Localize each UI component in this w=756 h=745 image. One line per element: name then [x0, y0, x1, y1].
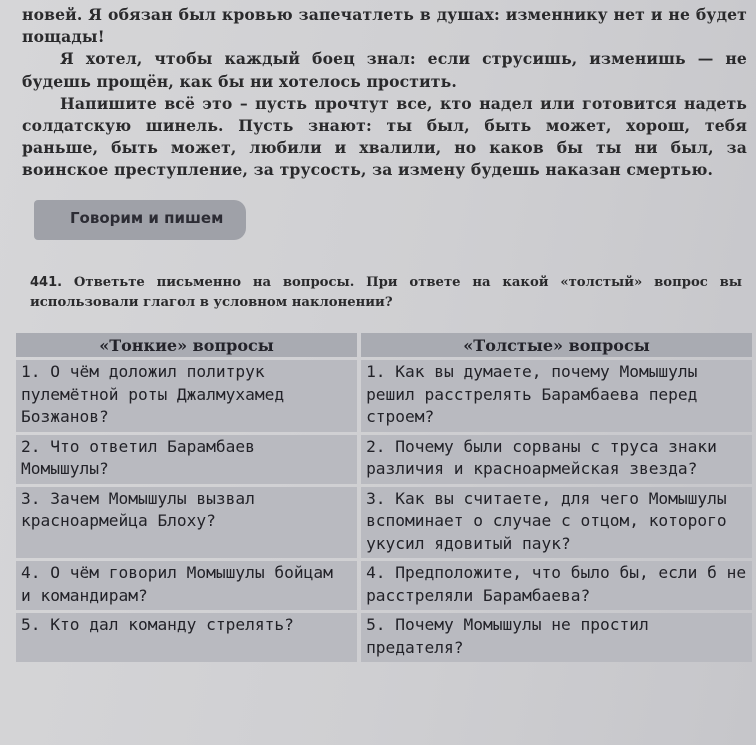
thick-question-4: 4. Предположите, что было бы, если б не расстреляли Барамбаева? [361, 561, 752, 610]
thin-question-3: 3. Зачем Момышулы вызвал красноармейца Блоху? [16, 487, 357, 559]
thin-question-2: 2. Что ответил Барамбаев Момышулы? [16, 435, 357, 484]
thick-questions-header: «Толстые» вопросы [361, 333, 752, 357]
thick-question-5: 5. Почему Момышулы не простил предателя? [361, 613, 752, 662]
table-row [16, 360, 752, 432]
table-row [16, 561, 752, 610]
section-title: Говорим и пишем [70, 209, 224, 227]
questions-table [12, 330, 756, 665]
thin-question-1: 1. О чём доложил политрук пулемётной роты Джалмухамед Бозжанов? [16, 360, 357, 432]
story-paragraph-2: Напишите всё это – пусть прочтут все, кто надел или готовится надеть солдатскую шинель. Пусть знают: ты был, быть может, хорош, тебя раньше, быть может, любили и хвалили, но каков бы ты ни был, за воинское преступление, за трусость, за измену будешь наказан смертью. [22, 93, 747, 180]
table-row [16, 435, 752, 484]
thick-question-2: 2. Почему были сорваны с труса знаки различия и красноармейская звезда? [361, 435, 752, 484]
story-paragraph-1: Я хотел, чтобы каждый боец знал: если струсишь, изменишь — не будешь прощён, как бы ни хотелось простить. [22, 49, 747, 91]
thick-question-1: 1. Как вы думаете, почему Момышулы решил расстрелять Барамбаева перед строем? [361, 360, 752, 432]
table-row [16, 613, 752, 662]
table-row [16, 487, 752, 559]
thin-questions-header: «Тонкие» вопросы [16, 333, 357, 357]
table-header-row [16, 333, 752, 357]
thin-question-5: 5. Кто дал команду стрелять? [16, 613, 357, 662]
story-paragraph-0: новей. Я обязан был кровью запечатлеть в душах: изменнику нет и не будет пощады! [22, 5, 747, 47]
thin-question-4: 4. О чём говорил Момышулы бойцам и командирам? [16, 561, 357, 610]
exercise-441 [30, 273, 742, 313]
thick-question-3: 3. Как вы считаете, для чего Момышулы вспоминает о случае с отцом, которого укусил ядовитый паук? [361, 487, 752, 559]
story-excerpt [22, 4, 747, 182]
exercise-text: Ответьте письменно на вопросы. При ответе на какой «толстый» вопрос вы использовали глагол в условном наклонении? [30, 275, 742, 310]
exercise-number: 441. [30, 275, 63, 290]
